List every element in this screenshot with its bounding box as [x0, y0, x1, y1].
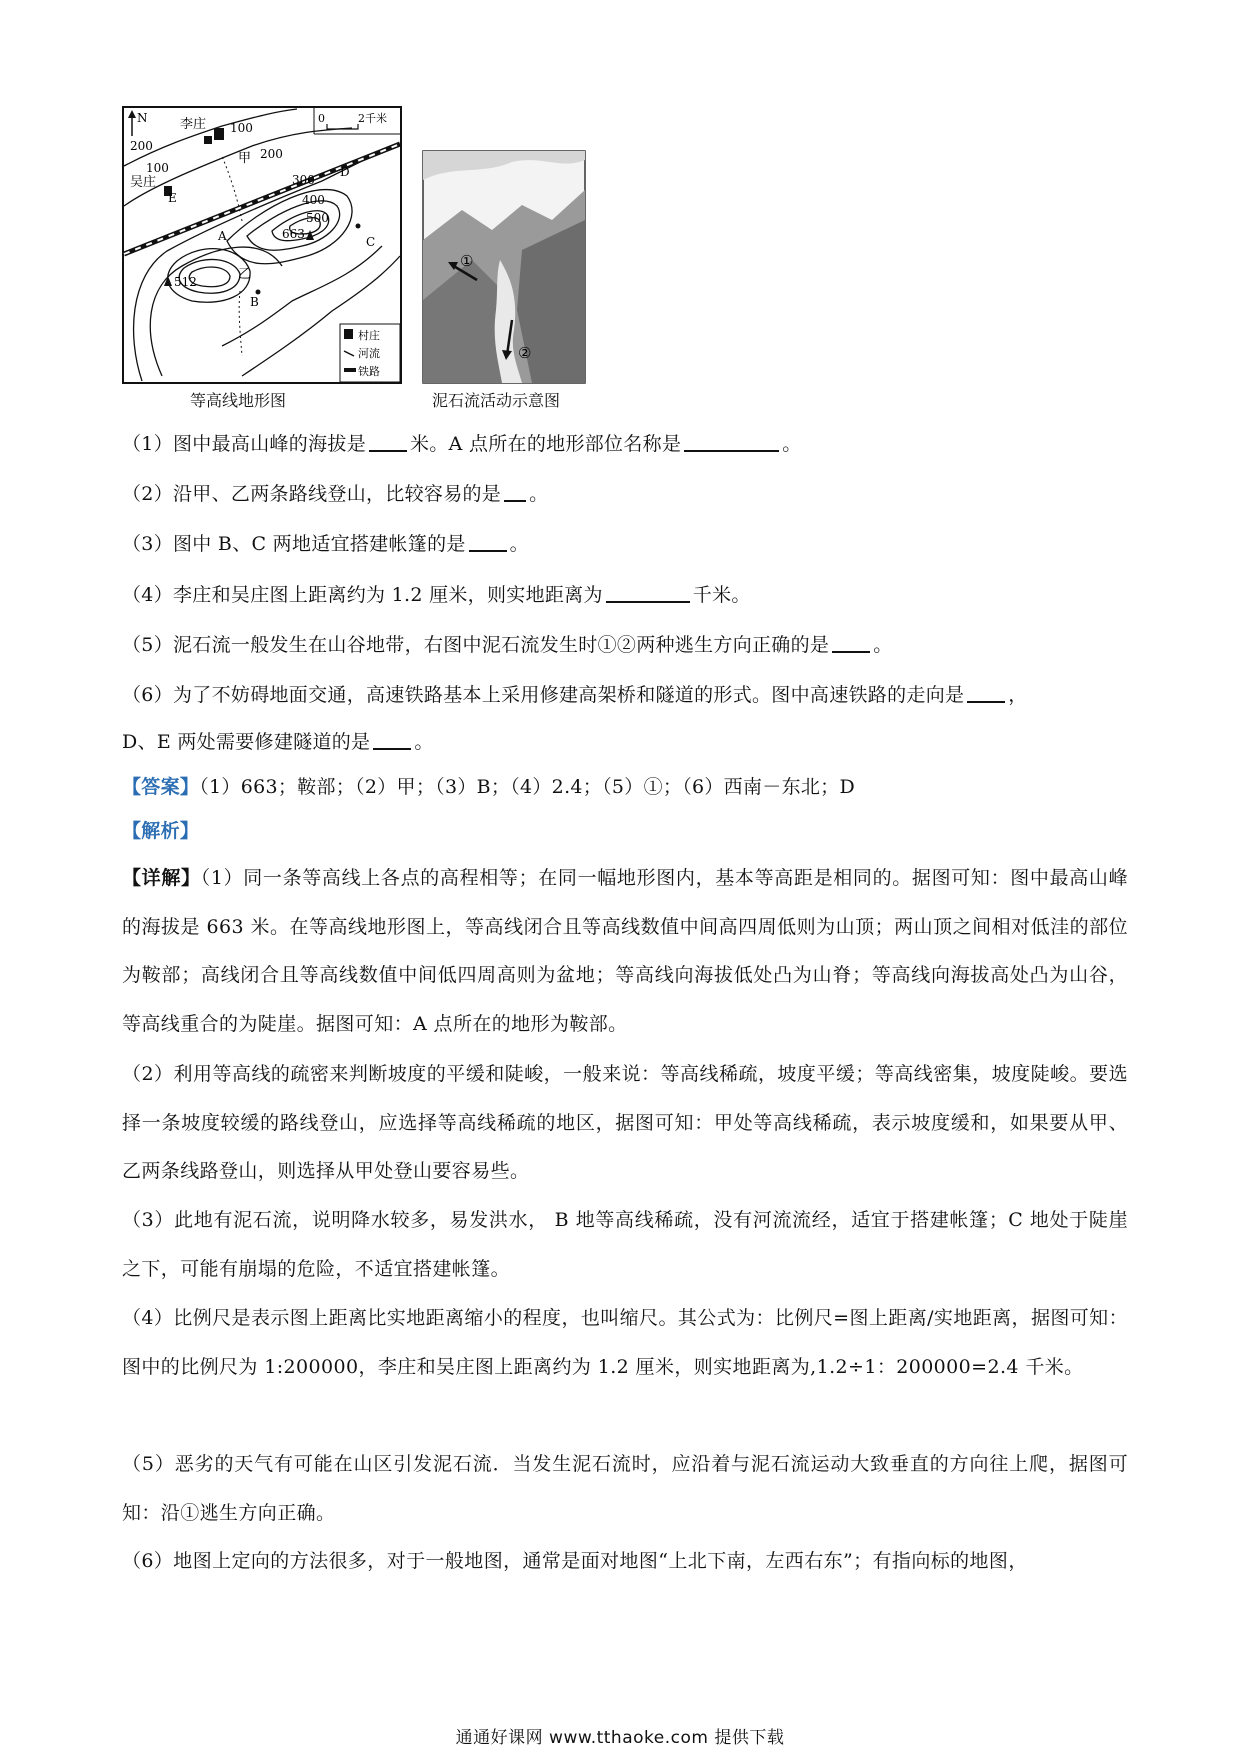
legend-item: 河流: [358, 347, 380, 360]
contour-label: 100: [146, 161, 169, 175]
contour-label: 300: [292, 173, 315, 187]
contour-map-caption: 等高线地形图: [190, 391, 287, 410]
detail-paragraph-3: （3）此地有泥石流，说明降水较多，易发洪水， B 地等高线稀疏，没有河流流经，适宜于搭建帐篷；C 地处于陡崖之下，可能有崩塌的危险，不适宜搭建帐篷。: [122, 1209, 1128, 1280]
answer-line: [122, 772, 855, 799]
mudflow-caption: 泥石流活动示意图: [432, 391, 561, 410]
legend-item: 铁路: [358, 365, 380, 378]
page-footer: 通通好课网 www.tthaoke.com 提供下载: [455, 1728, 785, 1748]
point-label: E: [168, 191, 177, 205]
peak-label: 512: [174, 275, 197, 289]
answer-blank: [832, 633, 870, 653]
contour-label: 100: [230, 121, 253, 135]
point-label: C: [366, 235, 376, 249]
answer-blank: [606, 583, 690, 603]
answer-blank: [504, 482, 526, 502]
escape-marker: ①: [460, 252, 474, 270]
contour-map: [122, 106, 402, 384]
question-6: （6）为了不妨碍地面交通，高速铁路基本上采用修建高架桥和隧道的形式。图中高速铁路的走向是 ，: [122, 684, 1028, 706]
question-2: （2）沿甲、乙两条路线登山，比较容易的是 。: [122, 483, 549, 505]
scale-zero: 0: [318, 112, 325, 125]
point-label: 乙: [238, 267, 252, 282]
village-label: 吴庄: [130, 175, 157, 190]
answer-tag: 【答案】: [122, 776, 200, 798]
mudflow-figure: [422, 150, 586, 384]
question-4: （4）李庄和吴庄图上距离约为 1.2 厘米，则实地距离为 千米。: [122, 584, 751, 606]
analysis-heading: 【解析】: [122, 820, 200, 842]
escape-marker: ②: [518, 344, 532, 362]
contour-map-figure: [122, 106, 402, 384]
contour-label: 500: [306, 211, 329, 225]
point-label: 甲: [238, 151, 252, 166]
legend-item: 村庄: [358, 329, 380, 342]
answer-blank: [373, 730, 411, 750]
question-3: （3）图中 B、C 两地适宜搭建帐篷的是 。: [122, 533, 529, 555]
answer-blank: [684, 432, 779, 452]
answer-blank: [967, 683, 1005, 703]
detail-tag: 【详解】: [122, 867, 201, 889]
village-icon: [214, 128, 224, 140]
peak-label: 663: [282, 227, 305, 241]
question-6-cont: D、E 两处需要修建隧道的是 。: [122, 731, 434, 753]
detail-paragraph-2: （2）利用等高线的疏密来判断坡度的平缓和陡峻，一般来说：等高线稀疏，坡度平缓；等高线密集，坡度陡峻。要选择一条坡度较缓的路线登山，应选择等高线稀疏的地区，据图可知：甲处等高线稀疏，表示坡度缓和，如果要从甲、乙两条线路登山，则选择从甲处登山要容易些。: [122, 1063, 1128, 1182]
village-label: 李庄: [180, 117, 207, 132]
contour-label: 200: [260, 147, 283, 161]
detail-paragraph-4: （4）比例尺是表示图上距离比实地距离缩小的程度，也叫缩尺。其公式为：比例尺=图上距离/实地距离，据图可知：图中的比例尺为 1:200000，李庄和吴庄图上距离约为 1.2 厘米，则实地距离为,1.2÷1：200000=2.4 千米。: [122, 1307, 1128, 1378]
contour-label: 400: [302, 193, 325, 207]
contour-label: 200: [130, 139, 153, 153]
point-label: A: [218, 229, 227, 243]
north-label: N: [137, 111, 148, 125]
answer-blank: [469, 532, 507, 552]
answer-text: （1）663；鞍部；（2）甲；（3）B；（4）2.4；（5）①；（6）西南－东北；D: [199, 776, 856, 798]
answer-blank: [369, 432, 407, 452]
mudflow-illustration: [422, 150, 586, 384]
village-icon: [344, 329, 353, 339]
question-1: （1）图中最高山峰的海拔是 米。A 点所在的地形部位名称是 。: [122, 433, 802, 455]
point-label: B: [250, 295, 259, 309]
detail-paragraph-1: 【详解】（1）同一条等高线上各点的高程相等；在同一幅地形图内，基本等高距是相同的。据图可知：图中最高山峰的海拔是 663 米。在等高线地形图上，等高线闭合且等高线数值中间高四周低则为山顶；两山顶之间相对低洼的部位为鞍部；高线闭合且等高线数值中间低四周高则为盆地；等高线向海拔低处凸为山脊；等高线向海拔高处凸为山谷，等高线重合的为陡崖。据图可知：A 点所在的地形为鞍部。: [122, 867, 1128, 1035]
detail-paragraph-6: （6）地图上定向的方法很多，对于一般地图，通常是面对地图“上北下南，左西右东”；有指向标的地图，: [122, 1550, 1028, 1572]
question-5: （5）泥石流一般发生在山谷地带，右图中泥石流发生时①②两种逃生方向正确的是 。: [122, 634, 893, 656]
scale-text: 2千米: [358, 112, 387, 125]
detail-paragraph-5: （5）恶劣的天气有可能在山区引发泥石流．当发生泥石流时，应沿着与泥石流运动大致垂直的方向往上爬，据图可知：沿①逃生方向正确。: [122, 1453, 1128, 1524]
point-label: D: [340, 165, 350, 179]
